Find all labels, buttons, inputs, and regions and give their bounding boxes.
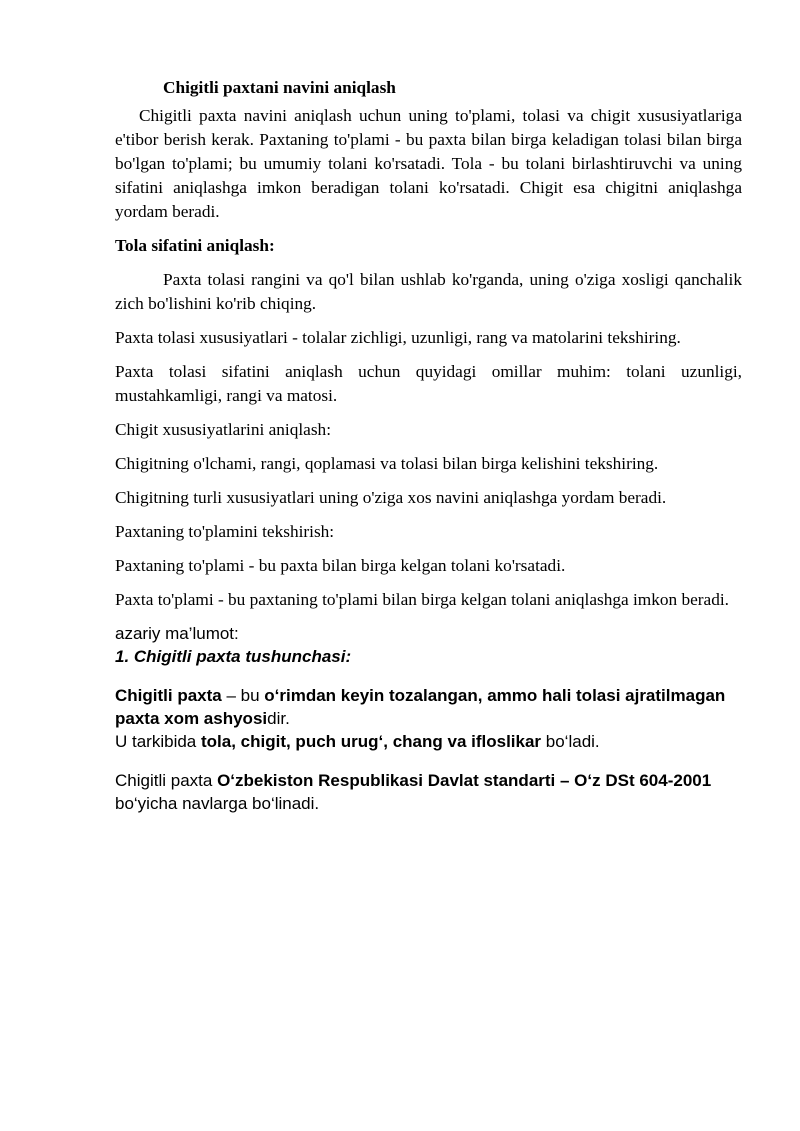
definition-end: dir. [267, 709, 290, 728]
definition-bold-text: o‘rimdan keyin tozalangan, ammo hali tolasi ajratilmagan paxta xom ashyosi [115, 686, 726, 728]
bundle-paragraph-2: Paxta to'plami - bu paxtaning to'plami bilan birga kelgan tolani aniqlashga imkon beradi. [115, 590, 729, 609]
intro-paragraph: Chigitli paxta navini aniqlash uchun uning to'plami, tolasi va chigit xususiyatlariga e'tibor berish kerak. Paxtaning to'plami - bu paxta bilan birga keladigan tolasi bilan birga bo'lgan to'plami; bu umumiy tolani ko'rsatadi. Tola - bu tolani birlashtiruvchi va uning sifatini aniqlashga imkon beradigan tolani ko'rsatadi. Chigit esa chigitni aniqlashga yordam beradi. [115, 106, 742, 221]
composition-paragraph [115, 730, 742, 753]
bundle-heading: Paxtaning to'plamini tekshirish: [115, 522, 335, 541]
seed-paragraph-1: Chigitning o'lchami, rangi, qoplamasi va tolasi bilan birga kelishini tekshiring. [115, 454, 659, 473]
standard-prefix: Chigitli paxta [115, 771, 218, 790]
composition-suffix: bo‘ladi. [541, 732, 600, 751]
fiber-quality-heading: Tola sifatini aniqlash: [115, 236, 275, 255]
definition-term: Chigitli paxta [115, 686, 222, 705]
document-body [115, 76, 742, 815]
seed-heading: Chigit xususiyatlarini aniqlash: [115, 420, 331, 439]
fiber-paragraph-1: Paxta tolasi rangini va qo'l bilan ushlab ko'rganda, uning o'ziga xosligi qanchalik zich bo'lishini ko'rib chiqing. [115, 270, 742, 313]
seed-paragraph-2: Chigitning turli xususiyatlari uning o'ziga xos navini aniqlashga yordam beradi. [115, 488, 667, 507]
definition-paragraph [115, 684, 742, 730]
composition-bold-text: tola, chigit, puch urug‘, chang va ifloslikar [200, 732, 542, 751]
document-title: Chigitli paxtani navini aniqlash [163, 78, 396, 97]
fiber-paragraph-2: Paxta tolasi xususiyatlari - tolalar zichligi, uzunligi, rang va matolarini tekshiring. [115, 328, 681, 347]
standard-paragraph [115, 769, 742, 815]
standard-suffix: bo‘yicha navlarga bo‘linadi. [115, 794, 320, 813]
composition-prefix: U tarkibida [115, 732, 201, 751]
bundle-paragraph-1: Paxtaning to'plami - bu paxta bilan birga kelgan tolani ko'rsatadi. [115, 556, 566, 575]
fiber-paragraph-3: Paxta tolasi sifatini aniqlash uchun quyidagi omillar muhim: tolani uzunligi, mustahkamligi, rangi va matosi. [115, 362, 742, 405]
definition-dash: – bu [221, 686, 265, 705]
concept-heading: 1. Chigitli paxta tushunchasi: [115, 647, 352, 666]
standard-bold-text: O‘zbekiston Respublikasi Davlat standarti – O‘z DSt 604-2001 [217, 771, 712, 790]
theory-label: azariy ma’lumot: [115, 624, 239, 643]
